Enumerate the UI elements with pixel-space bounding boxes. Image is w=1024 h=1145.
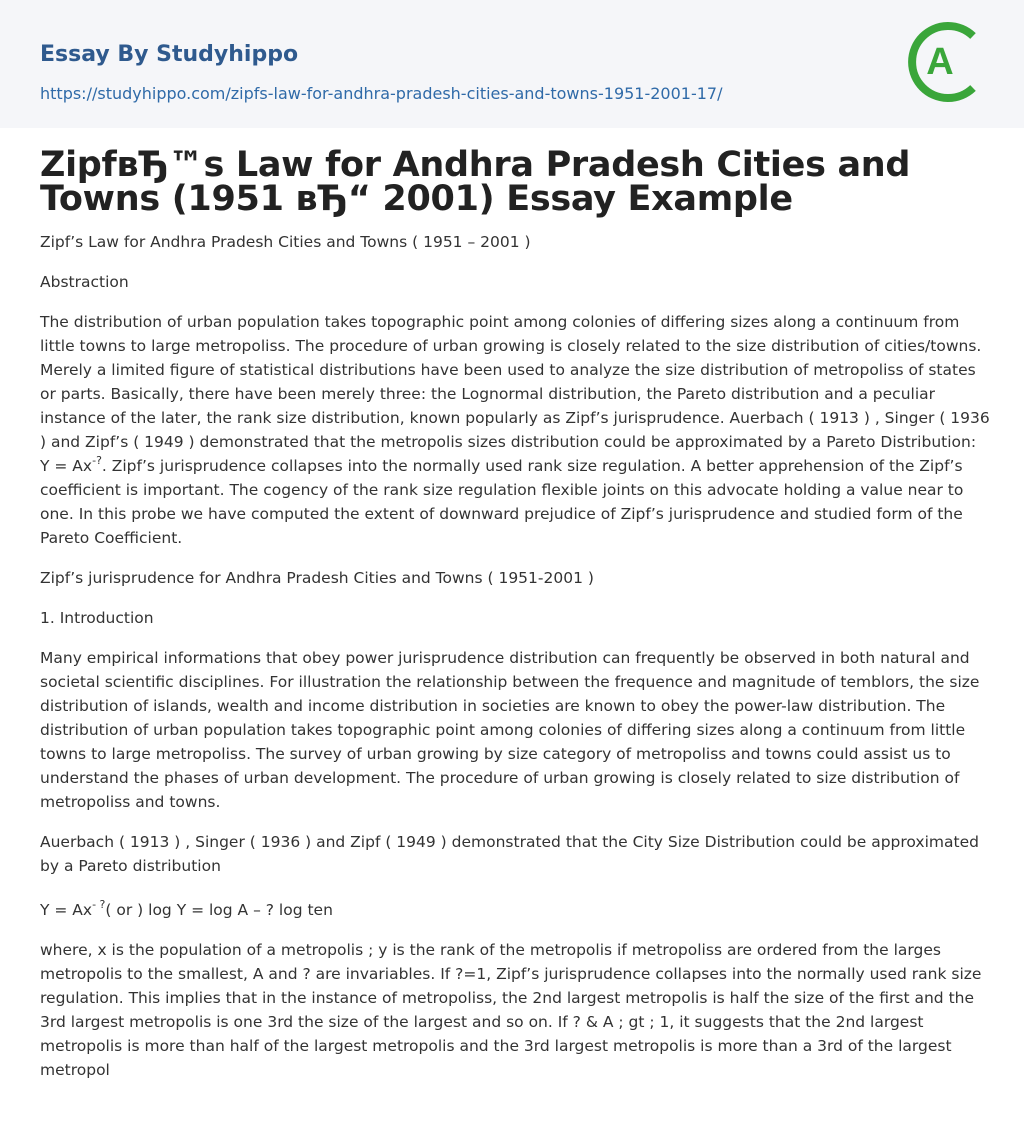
section-title: Zipf’s jurisprudence for Andhra Pradesh Cities and Towns ( 1951-2001 )	[40, 569, 594, 587]
formula	[40, 898, 990, 922]
introduction-heading: 1. Introduction	[40, 609, 154, 627]
formula-left: Y = Ax	[40, 901, 93, 919]
article-subtitle: Zipf’s Law for Andhra Pradesh Cities and Towns ( 1951 – 2001 )	[40, 233, 531, 251]
abstract-exponent: -?	[92, 454, 102, 467]
introduction-paragraph: Many empirical informations that obey power jurisprudence distribution can frequently be observed in both natural and societal scientific disciplines. For illustration the relationship between the frequence and magnitude of temblors, the size distribution of islands, wealth and income distribution in societies are known to obey the power-law distribution. The distribution of urban population takes topographic point among colonies of differing sizes along a continuum from little towns to large metropoliss. The survey of urban growing by size category of metropoliss and towns could assist us to understand the phases of urban development. The procedure of urban growing is closely related to size distribution of metropoliss and towns.	[40, 649, 980, 811]
abstract-text-a: The distribution of urban population takes topographic point among colonies of differing sizes along a continuum from little towns to large metropoliss. The procedure of urban growing is closely related to the size distribution of cities/towns. Merely a limited figure of statistical distributions have been used to analyze the size distribution of metropoliss of states or parts. Basically, there have been merely three: the Lognormal distribution, the Pareto distribution and a peculiar instance of the later, the rank size distribution, known popularly as Zipf’s jurisprudence. Auerbach ( 1913 ) , Singer ( 1936 ) and Zipf’s ( 1949 ) demonstrated that the metropolis sizes distribution could be approximated by a Pareto Distribution: Y = Ax	[40, 313, 990, 475]
article-url-link[interactable]: https://studyhippo.com/zipfs-law-for-andhra-pradesh-cities-and-towns-1951-2001-17/	[40, 84, 723, 103]
abstract-text-b: . Zipf’s jurisprudence collapses into the normally used rank size regulation. A better apprehension of the Zipf’s coefficient is important. The cogency of the rank size regulation flexible joints on this advocate holding a value near to one. In this probe we have computed the extent of downward prejudice of Zipf’s jurisprudence and studied form of the Pareto Coefficient.	[40, 457, 964, 547]
page-title: ZipfвЂ™s Law for Andhra Pradesh Cities and Towns (1951 вЂ“ 2001) Essay Example	[40, 145, 911, 219]
studyhippo-logo-icon[interactable]	[904, 18, 988, 106]
formula-right: ( or ) log Y = log A – ? log ten	[105, 901, 333, 919]
abstract-paragraph	[40, 310, 990, 550]
formula-exponent: - ?	[92, 898, 106, 911]
definition-paragraph: where, x is the population of a metropolis ; y is the rank of the metropolis if metropoliss are ordered from the larges metropolis to the smallest, A and ? are invariables. If ?=1, Zipf’s jurisprudence collapses into the normally used rank size regulation. This implies that in the instance of metropoliss, the 2nd largest metropolis is half the size of the first and the 3rd largest metropolis is one 3rd the size of the largest and so on. If ? & A ; gt ; 1, it suggests that the 2nd largest metropolis is more than half of the largest metropolis and the 3rd largest metropolis is more than a 3rd of the largest metropol	[40, 941, 982, 1079]
logo-letter: A	[926, 41, 954, 83]
abstraction-heading: Abstraction	[40, 273, 129, 291]
pareto-paragraph: Auerbach ( 1913 ) , Singer ( 1936 ) and Zipf ( 1949 ) demonstrated that the City Size Distribution could be approximated by a Pareto distribution	[40, 833, 979, 875]
site-header	[0, 0, 1024, 128]
article	[40, 145, 990, 1082]
site-brand[interactable]: Essay By Studyhippo	[40, 42, 299, 67]
